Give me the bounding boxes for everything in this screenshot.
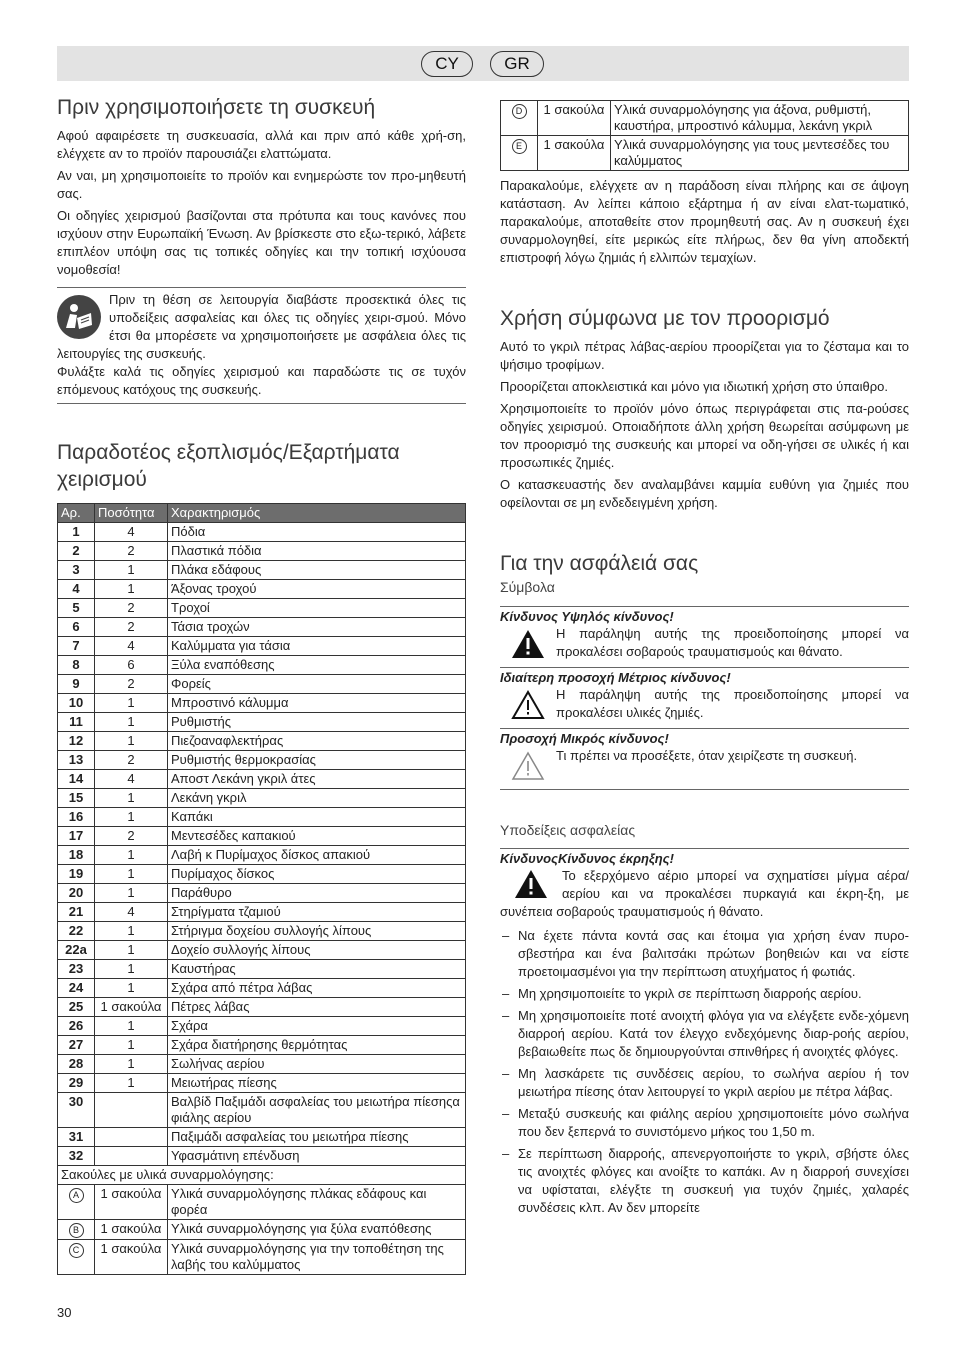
table-row	[58, 903, 466, 922]
cell-desc: Δοχείο συλλογής λίπους	[168, 941, 466, 960]
cell-nr: 32	[58, 1147, 95, 1166]
table-row	[58, 1055, 466, 1074]
cell-qty: 1 σακούλα	[95, 1240, 168, 1275]
cell-qty: 1	[95, 561, 168, 580]
cell-qty: 4	[95, 770, 168, 789]
parts-table	[57, 503, 466, 1275]
table-row	[58, 732, 466, 751]
cell-qty: 6	[95, 656, 168, 675]
cell-qty	[95, 1147, 168, 1166]
table-row	[58, 1036, 466, 1055]
cell-desc: Πυρίμαχος δίσκος	[168, 865, 466, 884]
danger-triangle-icon	[500, 867, 562, 901]
cell-desc: Μπροστινό κάλυμμα	[168, 694, 466, 713]
cell-nr: 8	[58, 656, 95, 675]
cell-desc: Σωλήνας αερίου	[168, 1055, 466, 1074]
cell-qty: 1	[95, 979, 168, 998]
cell-qty: 2	[95, 827, 168, 846]
cell-nr: 22a	[58, 941, 95, 960]
cell-bag-letter	[58, 1240, 95, 1275]
table-row	[58, 865, 466, 884]
cell-desc: Πέτρες λάβας	[168, 998, 466, 1017]
table-row	[58, 713, 466, 732]
left-column	[57, 94, 466, 1275]
cell-nr: 20	[58, 884, 95, 903]
bag-letter-circle: D	[512, 104, 527, 119]
cell-nr: 24	[58, 979, 95, 998]
cell-bag-letter	[501, 101, 538, 136]
section-title-before-use: Πριν χρησιμοποιήσετε τη συσκευή	[57, 96, 376, 119]
table-row	[58, 770, 466, 789]
cell-bag-letter	[58, 1220, 95, 1240]
right-column	[500, 100, 909, 1221]
bag-row	[58, 1220, 466, 1240]
cell-bag-letter	[501, 136, 538, 171]
cell-desc: Σχάρα διατήρησης θερμότητας	[168, 1036, 466, 1055]
lang-badge-cy: CY	[421, 51, 473, 77]
table-header-nr: Αρ.	[58, 504, 95, 523]
cell-nr: 10	[58, 694, 95, 713]
cell-desc: Στήριγμα δοχείου συλλογής λίπους	[168, 922, 466, 941]
table-row	[58, 675, 466, 694]
cell-qty: 1	[95, 789, 168, 808]
table-row	[58, 523, 466, 542]
table-row	[58, 1074, 466, 1093]
cell-desc: Υλικά συναρμολόγησης πλάκας εδάφους και φορέα	[168, 1185, 466, 1220]
table-row	[58, 618, 466, 637]
cell-desc: Υλικά συναρμολόγησης για τους μεντεσέδες του καλύμματος	[611, 136, 909, 171]
table-row	[58, 1128, 466, 1147]
cell-qty: 1 σακούλα	[538, 136, 611, 171]
read-instructions-notice	[57, 288, 466, 403]
paragraph: Αυτό το γκριλ πέτρας λάβας-αερίου προορίζεται για το ζέσταμα και το ψήσιμο τροφίμων.	[500, 339, 909, 372]
table-row	[58, 998, 466, 1017]
bag-row	[501, 101, 909, 136]
paragraph: Χρησιμοποιείτε το προϊόν μόνο όπως περιγράφεται στις πα-ρούσες οδηγίες χειρισμού. Οποιαδήποτε άλλη χρήση θεωρείται ασύμφωνη με τον προορισμό της συσκευής και μπορεί να οδη-γήσει σε υλικές ή και προσωπικές ζημιές.	[500, 401, 909, 470]
bag-row	[501, 136, 909, 171]
cell-qty: 2	[95, 618, 168, 637]
table-row	[58, 1093, 466, 1128]
safety-bullet: – Μη λασκάρετε τις συνδέσεις αερίου, το σωλήνα αερίου ή τον μειωτήρα πίεσης όταν λειτουργεί το γκριλ αερίου με πέτρα λάβας.	[500, 1065, 909, 1101]
cell-desc: Υλικά συναρμολόγησης για ξύλα εναπόθεσης	[168, 1220, 466, 1240]
warning-text: Η παράληψη αυτής της προειδοποίησης μπορεί να προκαλέσει υλικές ζημιές.	[556, 687, 909, 720]
cell-nr: 18	[58, 846, 95, 865]
bag-letter-circle: E	[512, 139, 527, 154]
bag-row	[58, 1240, 466, 1275]
cell-nr: 9	[58, 675, 95, 694]
cell-desc: Πιεζοαναφλεκτήρας	[168, 732, 466, 751]
table-row	[58, 789, 466, 808]
cell-nr: 12	[58, 732, 95, 751]
cell-desc: Παξιμάδι ασφαλείας του μειωτήρα πίεσης	[168, 1128, 466, 1147]
cell-desc: Καλύμματα για τάσια	[168, 637, 466, 656]
cell-desc: Αποστ Λεκάνη γκριλ άτες	[168, 770, 466, 789]
cell-desc: Υφασμάτινη επένδυση	[168, 1147, 466, 1166]
bags-label: Σακούλες με υλικά συναρμολόγησης:	[58, 1166, 466, 1185]
cell-qty: 4	[95, 637, 168, 656]
cell-nr: 23	[58, 960, 95, 979]
cell-nr: 7	[58, 637, 95, 656]
cell-desc: Τάσια τροχών	[168, 618, 466, 637]
cell-nr: 28	[58, 1055, 95, 1074]
safety-bullet: – Μη χρησιμοποιείτε ποτέ ανοιχτή φλόγα για να ελέγξετε ενδε-χόμενη διαρροή αερίου. Κατά τον έλεγχο ενδεχόμενης διαρ-ροής αερίου, βεβαιωθείτε πως δε δημιουργούνται σπινθήρες ή ανοιχτές φλόγες.	[500, 1007, 909, 1061]
cell-nr: 6	[58, 618, 95, 637]
table-row	[58, 922, 466, 941]
table-row	[58, 884, 466, 903]
notice-text: Πριν τη θέση σε λειτουργία διαβάστε προσεκτικά όλες τις υποδείξεις ασφαλείας και όλες τις οδηγίες χειρι-σμού. Μόνο έτσι θα μπορέσετε να χρησιμοποιήσετε με ασφάλεια όλες τις λειτουργίες της συσκευής.	[57, 292, 466, 361]
cell-qty: 1	[95, 922, 168, 941]
cell-nr: 22	[58, 922, 95, 941]
paragraph: Οι οδηγίες χειρισμού βασίζονται στα πρότυπα και τους κανόνες που ισχύουν στην Ευρωπαϊκή Ένωση. Αν βρίσκεστε στο εξω-τερικό, λάβετε επιπλέον υπόψη σας τις τοπικές οδηγίες και την τοπική ισχύουσα νομοθεσία!	[57, 208, 466, 277]
cell-bag-letter	[58, 1185, 95, 1220]
cell-nr: 3	[58, 561, 95, 580]
cell-nr: 27	[58, 1036, 95, 1055]
cell-desc: Πλάκα εδάφους	[168, 561, 466, 580]
table-row	[58, 694, 466, 713]
table-row	[58, 599, 466, 618]
table-row	[58, 808, 466, 827]
safety-bullet-list	[500, 927, 909, 1217]
table-row	[58, 637, 466, 656]
cell-qty: 1	[95, 580, 168, 599]
cell-qty: 1	[95, 884, 168, 903]
cell-nr: 19	[58, 865, 95, 884]
cell-desc: Καπάκι	[168, 808, 466, 827]
symbols-subheading: Σύμβολα	[500, 579, 555, 595]
cell-qty: 1	[95, 941, 168, 960]
bags-label-row	[58, 1166, 466, 1185]
section-title-safety: Για την ασφάλειά σας	[500, 552, 699, 575]
cell-nr: 14	[58, 770, 95, 789]
table-row	[58, 656, 466, 675]
cell-qty: 4	[95, 523, 168, 542]
cell-qty: 1	[95, 713, 168, 732]
cell-qty: 1	[95, 1036, 168, 1055]
cell-nr: 21	[58, 903, 95, 922]
read-manual-icon	[57, 295, 101, 339]
cell-qty	[95, 1093, 168, 1128]
warning-danger	[500, 625, 909, 667]
warning-caution-heading: Ιδιαίτερη προσοχή Μέτριος κίνδυνος!	[500, 670, 731, 685]
cell-nr: 31	[58, 1128, 95, 1147]
cell-desc: Υλικά συναρμολόγησης για την τοποθέτηση της λαβής του καλύμματος	[168, 1240, 466, 1275]
table-row	[58, 580, 466, 599]
cell-desc: Σχάρα από πέτρα λάβας	[168, 979, 466, 998]
cell-nr: 2	[58, 542, 95, 561]
safety-notes-subheading: Υποδείξεις ασφαλείας	[500, 822, 636, 838]
safety-bullet: – Μεταξύ συσκευής και φιάλης αερίου χρησιμοποιείτε μόνο σωλήνα που δεν ξεπερνά το συνιστόμενο μήκος του 1,50 m.	[500, 1105, 909, 1141]
table-row	[58, 979, 466, 998]
paragraph: Αν ναι, μη χρησιμοποιείτε το προϊόν και ενημερώστε τον προ-μηθευτή σας.	[57, 168, 466, 201]
warning-notice	[500, 747, 909, 789]
warning-text: Η παράληψη αυτής της προειδοποίησης μπορεί να προκαλέσει σοβαρούς τραυματισμούς και θάνατο.	[556, 626, 909, 659]
page-number: 30	[57, 1305, 72, 1320]
cell-qty: 1	[95, 808, 168, 827]
table-header-desc: Χαρακτηρισμός	[168, 504, 466, 523]
warning-text: Τι πρέπει να προσέξετε, όταν χειρίζεστε τη συσκευή.	[556, 748, 858, 763]
cell-qty: 1	[95, 732, 168, 751]
cell-nr: 25	[58, 998, 95, 1017]
notice-text: Φυλάξτε καλά τις οδηγίες χειρισμού και παραδώστε τις σε τυχόν επόμενους κατόχους της συσκευής.	[57, 364, 466, 397]
warning-caution	[500, 686, 909, 728]
bag-letter-circle: B	[69, 1223, 84, 1238]
cell-desc: Φορείς	[168, 675, 466, 694]
cell-nr: 29	[58, 1074, 95, 1093]
paragraph: Αφού αφαιρέσετε τη συσκευασία, αλλά και πριν από κάθε χρή-ση, ελέγχετε αν το προϊόν παρουσιάζει ελαττώματα.	[57, 128, 466, 161]
cell-qty: 1	[95, 694, 168, 713]
safety-bullet: – Να έχετε πάντα κοντά σας και έτοιμα για χρήση έναν πυρο-σβεστήρα και ένα βαλιτσάκι πρώτων βοηθειών και να είστε προετοιμασμένοι για την περίπτωση ατυχήματος ή φωτιάς.	[500, 927, 909, 981]
warning-notice-heading: Προσοχή Μικρός κίνδυνος!	[500, 731, 669, 746]
cell-nr: 4	[58, 580, 95, 599]
table-row	[58, 941, 466, 960]
cell-nr: 11	[58, 713, 95, 732]
table-row	[58, 1147, 466, 1166]
cell-qty: 2	[95, 751, 168, 770]
cell-desc: Λεκάνη γκριλ	[168, 789, 466, 808]
cell-desc: Ρυθμιστής θερμοκρασίας	[168, 751, 466, 770]
notice-triangle-icon	[500, 747, 556, 785]
section-title-delivery: Παραδοτέος εξοπλισμός/Εξαρτήματα χειρισμού	[57, 441, 400, 491]
bag-letter-circle: C	[69, 1243, 84, 1258]
table-header-qty: Ποσότητα	[95, 504, 168, 523]
cell-nr: 13	[58, 751, 95, 770]
warning-danger-heading: Κίνδυνος Υψηλός κίνδυνος!	[500, 609, 674, 624]
cell-qty: 1	[95, 960, 168, 979]
cell-desc: Βαλβίδ Παξιμάδι ασφαλείας του μειωτήρα πίεσηςα φιάλης αερίου	[168, 1093, 466, 1128]
cell-qty: 1	[95, 1017, 168, 1036]
cell-nr: 1	[58, 523, 95, 542]
explosion-text: Το εξερχόμενο αέριο μπορεί να σχηματίσει μίγμα αέρα/αερίου και να προκαλέσει πυρκαγιά και έκρη-ξη, με συνέπεια σοβαρούς τραυματισμούς ή θάνατο.	[500, 868, 909, 919]
cell-desc: Άξονας τροχού	[168, 580, 466, 599]
cell-qty: 1	[95, 846, 168, 865]
safety-bullet: – Σε περίπτωση διαρροής, απενεργοποιήστε το γκριλ, σβήστε όλες τις ανοιχτές φλόγες και ανοίξτε το καπάκι. Αν η διαρροή συνεχίσει να υφίσταται, ελέγξτε τη συσκευή για τυχόν ζημιές, χαλαρές συνδέσεις κλπ. Αν δεν μπορείτε	[500, 1145, 909, 1217]
cell-qty: 2	[95, 599, 168, 618]
cell-qty: 1	[95, 865, 168, 884]
delivery-check-paragraph: Παρακαλούμε, ελέγχετε αν η παράδοση είναι πλήρης και σε άψογη κατάσταση. Αν λείπει κάποιο εξάρτημα ή αν είναι ελατ-τωματικό, παρακαλούμε, αποταθείτε στον προμηθευτή σας. Αν η συσκευή έχει συναρμολογηθεί, είτε μερικώς είτε πλήρως, δεν θα γίνη αποδεκτή επιστροφή λόγω ζημιάς ή ελλιπών τεμαχίων.	[500, 178, 909, 265]
cell-nr: 26	[58, 1017, 95, 1036]
cell-desc: Καυστήρας	[168, 960, 466, 979]
section-title-intended-use: Χρήση σύμφωνα με τον προορισμό	[500, 307, 830, 330]
bag-letter-circle: A	[69, 1188, 84, 1203]
cell-qty: 1	[95, 1074, 168, 1093]
paragraph: Προορίζεται αποκλειστικά και μόνο για ιδιωτική χρήση στο ύπαιθρο.	[500, 379, 888, 394]
bags-table-continued	[500, 100, 909, 171]
cell-qty	[95, 1128, 168, 1147]
cell-nr: 17	[58, 827, 95, 846]
cell-desc: Πλαστικά πόδια	[168, 542, 466, 561]
cell-qty: 1 σακούλα	[95, 998, 168, 1017]
explosion-warning	[500, 867, 909, 921]
header-bar	[57, 46, 909, 81]
cell-nr: 16	[58, 808, 95, 827]
lang-badge-gr: GR	[490, 51, 544, 77]
paragraph: Ο κατασκευαστής δεν αναλαμβάνει καμμία ευθύνη για ζημιές που οφείλονται σε μη ενδεδειγμένη χρήση.	[500, 477, 909, 510]
bag-row	[58, 1185, 466, 1220]
cell-desc: Υλικά συναρμολόγησης για άξονα, ρυθμιστή, καυστήρα, μπροστινό κάλυμμα, λεκάνη γκριλ	[611, 101, 909, 136]
cell-desc: Μειωτήρας πίεσης	[168, 1074, 466, 1093]
explosion-heading: ΚίνδυνοςΚίνδυνος έκρηξης!	[500, 851, 674, 866]
cell-desc: Μεντεσέδες καπακιού	[168, 827, 466, 846]
table-row	[58, 827, 466, 846]
table-row	[58, 846, 466, 865]
cell-desc: Λαβή κ Πυρίμαχος δίσκος απακιού	[168, 846, 466, 865]
table-row	[58, 1017, 466, 1036]
cell-desc: Σχάρα	[168, 1017, 466, 1036]
safety-bullet: – Μη χρησιμοποιείτε το γκριλ σε περίπτωση διαρροής αερίου.	[500, 985, 909, 1003]
cell-desc: Ρυθμιστής	[168, 713, 466, 732]
cell-desc: Στηρίγματα τζαμιού	[168, 903, 466, 922]
table-row	[58, 751, 466, 770]
table-row	[58, 542, 466, 561]
cell-desc: Ξύλα εναπόθεσης	[168, 656, 466, 675]
cell-qty: 2	[95, 675, 168, 694]
cell-nr: 15	[58, 789, 95, 808]
table-row	[58, 960, 466, 979]
cell-nr: 30	[58, 1093, 95, 1128]
cell-qty: 1	[95, 1055, 168, 1074]
caution-triangle-icon	[500, 686, 556, 724]
cell-qty: 1 σακούλα	[538, 101, 611, 136]
danger-triangle-icon	[500, 625, 556, 663]
cell-qty: 1 σακούλα	[95, 1185, 168, 1220]
cell-desc: Πόδια	[168, 523, 466, 542]
cell-desc: Παράθυρο	[168, 884, 466, 903]
cell-qty: 1 σακούλα	[95, 1220, 168, 1240]
cell-qty: 2	[95, 542, 168, 561]
cell-qty: 4	[95, 903, 168, 922]
cell-desc: Τροχοί	[168, 599, 466, 618]
cell-nr: 5	[58, 599, 95, 618]
table-row	[58, 561, 466, 580]
